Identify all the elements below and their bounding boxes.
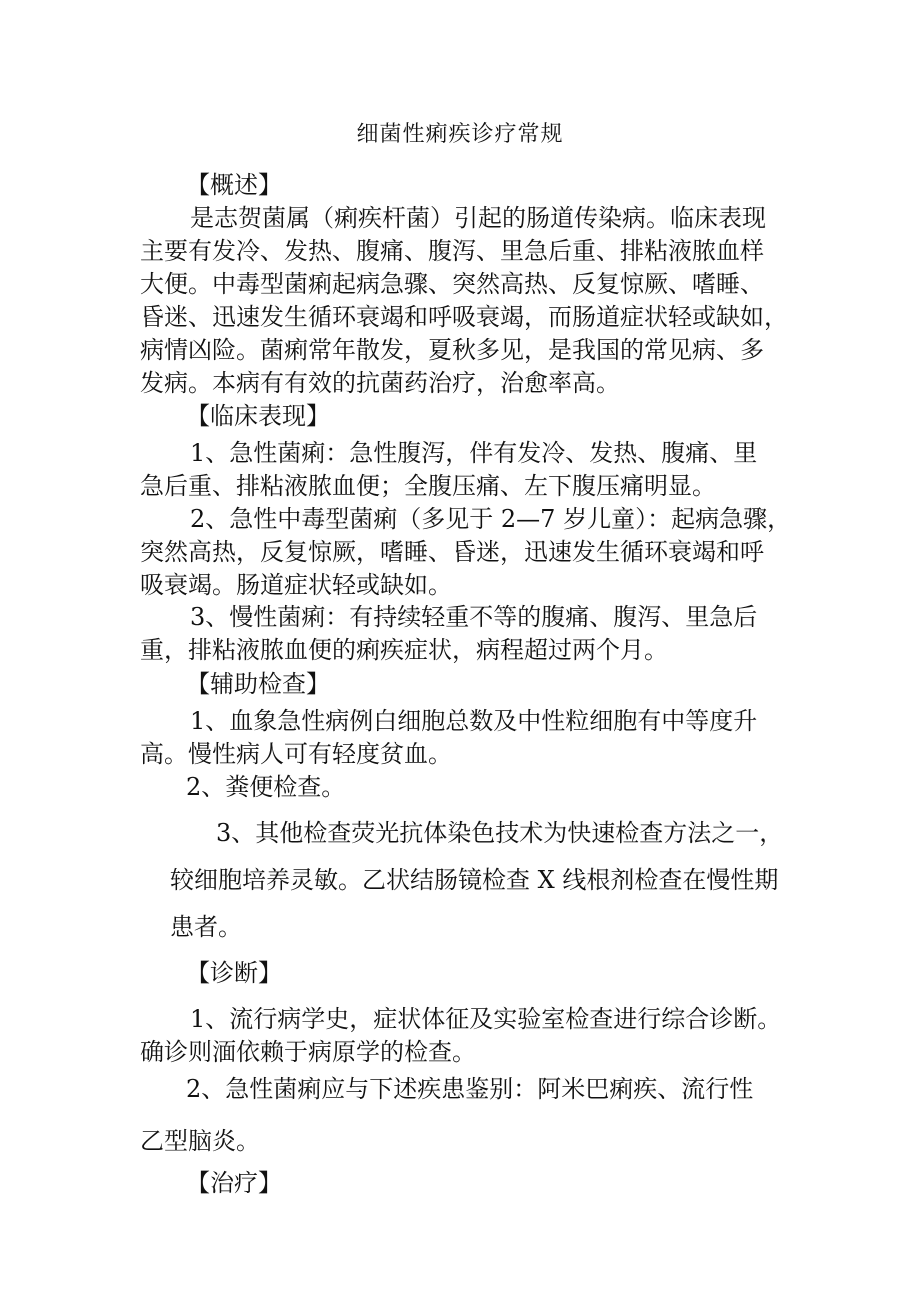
section-heading-auxiliary-exam: 【辅助检查】 [186,670,330,698]
document-title: 细菌性痢疾诊疗常规 [356,122,564,147]
paragraph-line: 突然高热，反复惊厥，嗜睡、昏迷，迅速发生循环衰竭和呼 [140,538,764,566]
paragraph-line: 病情凶险。菌痢常年散发，夏秋多见，是我国的常见病、多 [140,336,764,364]
paragraph-line: 确诊则湎依赖于病原学的检查。 [140,1038,476,1066]
paragraph-line: 重，排粘液脓血便的痢疾症状，病程超过两个月。 [140,636,668,664]
paragraph-line: 2、粪便检查。 [186,773,346,801]
paragraph-line: 主要有发冷、发热、腹痛、腹泻、里急后重、排粘液脓血样 [140,237,764,265]
paragraph-line: 发病。本病有有效的抗菌药治疗，治愈率高。 [140,369,620,397]
paragraph-line: 急后重、排粘液脓血便；全腹压痛、左下腹压痛明显。 [140,472,716,500]
paragraph-line: 大便。中毒型菌痢起病急骤、突然高热、反复惊厥、嗜睡、 [140,270,764,298]
section-heading-clinical: 【临床表现】 [186,402,330,430]
paragraph-line: 1、流行病学史，症状体征及实验室检查进行综合诊断。 [190,1005,782,1033]
section-heading-treatment: 【治疗】 [186,1169,282,1197]
paragraph-line: 高。慢性病人可有轻度贫血。 [140,740,452,768]
paragraph-line: 吸衰竭。肠道症状轻或缺如。 [140,571,452,599]
paragraph-line: 1、急性菌痢：急性腹泻，伴有发冷、发热、腹痛、里 [190,439,758,467]
section-heading-overview: 【概述】 [186,171,282,199]
paragraph-line: 昏迷、迅速发生循环衰竭和呼吸衰竭，而肠道症状轻或缺如， [140,303,788,331]
paragraph-line: 3、其他检查荧光抗体染色技术为快速检查方法之一， [216,819,784,847]
paragraph-line: 2、急性中毒型菌痢（多见于 2—7 岁儿童）：起病急骤， [190,505,792,533]
section-heading-diagnosis: 【诊断】 [186,959,282,987]
paragraph-line: 3、慢性菌痢：有持续轻重不等的腹痛、腹泻、里急后 [190,603,758,631]
paragraph-line: 1、血象急性病例白细胞总数及中性粒细胞有中等度升 [190,707,758,735]
paragraph-line: 乙型脑炎。 [140,1127,260,1155]
paragraph-line: 2、急性菌痢应与下述疾患鉴别：阿米巴痢疾、流行性 [186,1075,754,1103]
paragraph-line: 较细胞培养灵敏。乙状结肠镜检查 X 线根剂检查在慢性期 [170,866,779,894]
paragraph-line: 患者。 [170,913,242,941]
paragraph-line: 是志贺菌属（痢疾杆菌）引起的肠道传染病。临床表现 [190,204,766,232]
